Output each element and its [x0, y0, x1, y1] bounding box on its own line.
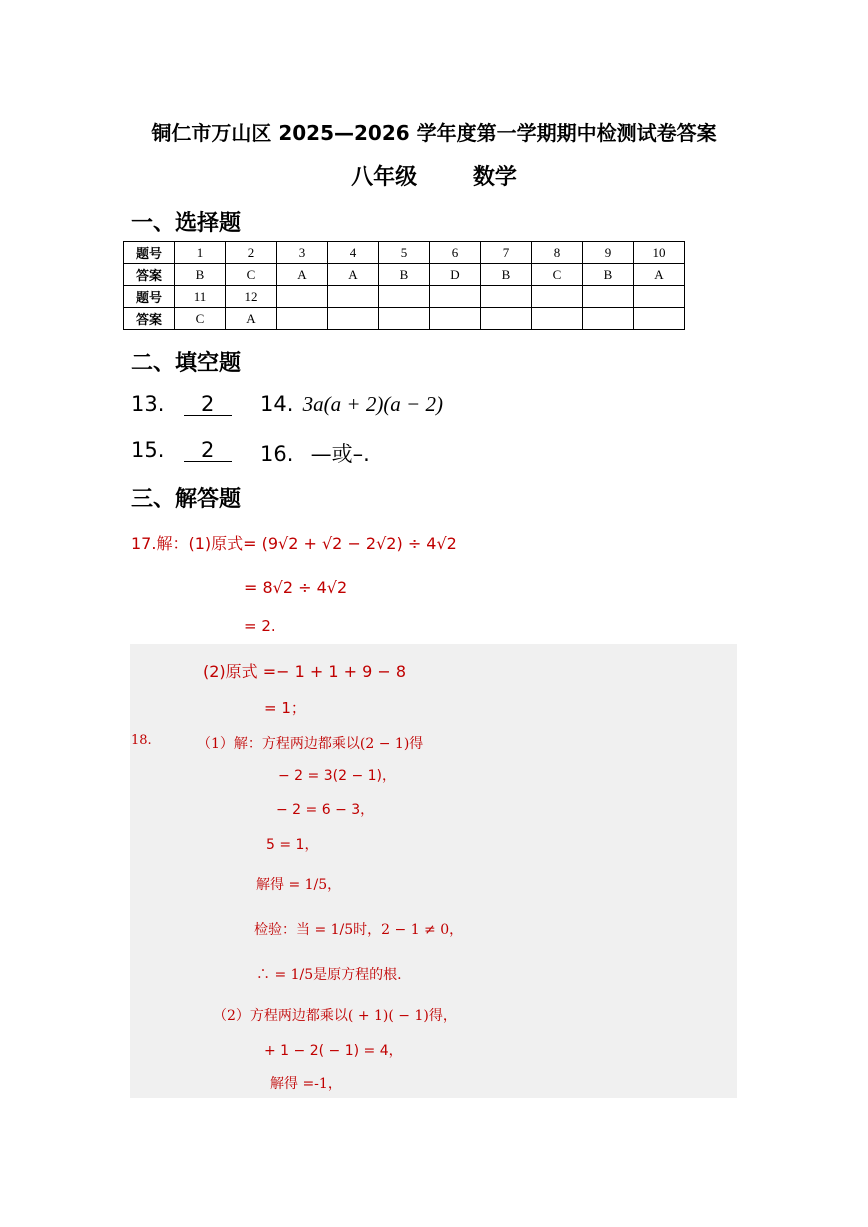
table-cell: B	[175, 264, 226, 286]
table-cell: 5	[379, 242, 430, 264]
section3-heading: 三、解答题	[131, 487, 242, 512]
q14-answer: 3a(a + 2)(a − 2)	[302, 392, 443, 416]
table-cell	[634, 286, 685, 308]
table-cell	[532, 286, 583, 308]
section2-heading: 二、填空题	[131, 351, 242, 376]
table-cell	[277, 286, 328, 308]
grade-label: 八年级	[351, 165, 418, 190]
table-cell	[430, 286, 481, 308]
table-cell: 7	[481, 242, 532, 264]
table-cell	[583, 286, 634, 308]
table-cell: C	[532, 264, 583, 286]
q18-line: − 2 = 6 − 3，	[276, 802, 375, 818]
table-cell: 12	[226, 286, 277, 308]
q17-line: (2)原式 =− 1 + 1 + 9 − 8	[203, 662, 407, 681]
table-cell: C	[226, 264, 277, 286]
q18-line: 解得 =-1，	[270, 1076, 342, 1092]
table-cell: 9	[583, 242, 634, 264]
q18-line: （1）解：方程两边都乘以(2 − 1)得	[197, 736, 424, 752]
page-title: 铜仁市万山区 2025—2026 学年度第一学期期中检测试卷答案	[151, 121, 717, 145]
q18-line: （2）方程两边都乘以( + 1)( − 1)得，	[213, 1008, 457, 1024]
table-cell: B	[583, 264, 634, 286]
table-cell: B	[481, 264, 532, 286]
table-cell: 8	[532, 242, 583, 264]
table-row	[124, 308, 685, 330]
table-cell: 11	[175, 286, 226, 308]
q15-number: 15.	[131, 438, 165, 462]
table-cell: A	[226, 308, 277, 330]
table-cell	[532, 308, 583, 330]
q18-line: 检验：当 = 1/5时，2 − 1 ≠ 0，	[254, 922, 464, 938]
fill-q16	[260, 438, 370, 468]
fill-q15	[131, 438, 232, 463]
fill-q13	[131, 392, 232, 417]
table-cell	[634, 308, 685, 330]
table-cell	[328, 308, 379, 330]
q14-number: 14.	[260, 392, 294, 416]
q18-line: 解得 = 1/5，	[256, 877, 342, 893]
subject-label: 数学	[472, 165, 517, 190]
q17-line: = 1；	[264, 699, 306, 717]
table-cell: D	[430, 264, 481, 286]
q16-answer: —或–.	[310, 442, 370, 466]
table-cell	[481, 286, 532, 308]
q17-line: 17.解：(1)原式= (9√2 + √2 − 2√2) ÷ 4√2	[131, 534, 457, 553]
table-cell: 3	[277, 242, 328, 264]
q18-line: + 1 − 2( − 1) = 4，	[264, 1043, 403, 1059]
table-row	[124, 286, 685, 308]
row-label: 题号	[124, 242, 175, 264]
row-label: 题号	[124, 286, 175, 308]
q18-number: 18.	[131, 733, 152, 748]
q18-line: ∴ = 1/5是原方程的根.	[256, 967, 402, 983]
table-cell	[379, 308, 430, 330]
row-label: 答案	[124, 308, 175, 330]
answer-table	[123, 241, 685, 330]
table-cell: B	[379, 264, 430, 286]
page-subtitle	[0, 160, 868, 191]
q16-number: 16.	[260, 442, 294, 466]
table-row	[124, 242, 685, 264]
table-cell: 2	[226, 242, 277, 264]
table-row	[124, 264, 685, 286]
q17-line: = 2.	[244, 617, 276, 635]
table-cell: 4	[328, 242, 379, 264]
fill-q14	[260, 392, 443, 417]
q13-answer: 2	[184, 393, 232, 416]
table-cell: A	[634, 264, 685, 286]
section1-heading: 一、选择题	[131, 211, 242, 236]
table-cell: 1	[175, 242, 226, 264]
highlighted-region	[130, 644, 737, 1098]
table-cell	[277, 308, 328, 330]
table-cell: A	[328, 264, 379, 286]
table-cell: C	[175, 308, 226, 330]
table-cell	[481, 308, 532, 330]
table-cell	[379, 286, 430, 308]
row-label: 答案	[124, 264, 175, 286]
q13-number: 13.	[131, 392, 165, 416]
q18-line: 5 = 1，	[266, 837, 319, 853]
table-cell: 10	[634, 242, 685, 264]
table-cell	[328, 286, 379, 308]
table-cell: A	[277, 264, 328, 286]
table-cell: 6	[430, 242, 481, 264]
q15-answer: 2	[184, 439, 232, 462]
q18-line: − 2 = 3(2 − 1)，	[278, 768, 396, 784]
table-cell	[583, 308, 634, 330]
q17-line: = 8√2 ÷ 4√2	[244, 578, 348, 597]
table-cell	[430, 308, 481, 330]
